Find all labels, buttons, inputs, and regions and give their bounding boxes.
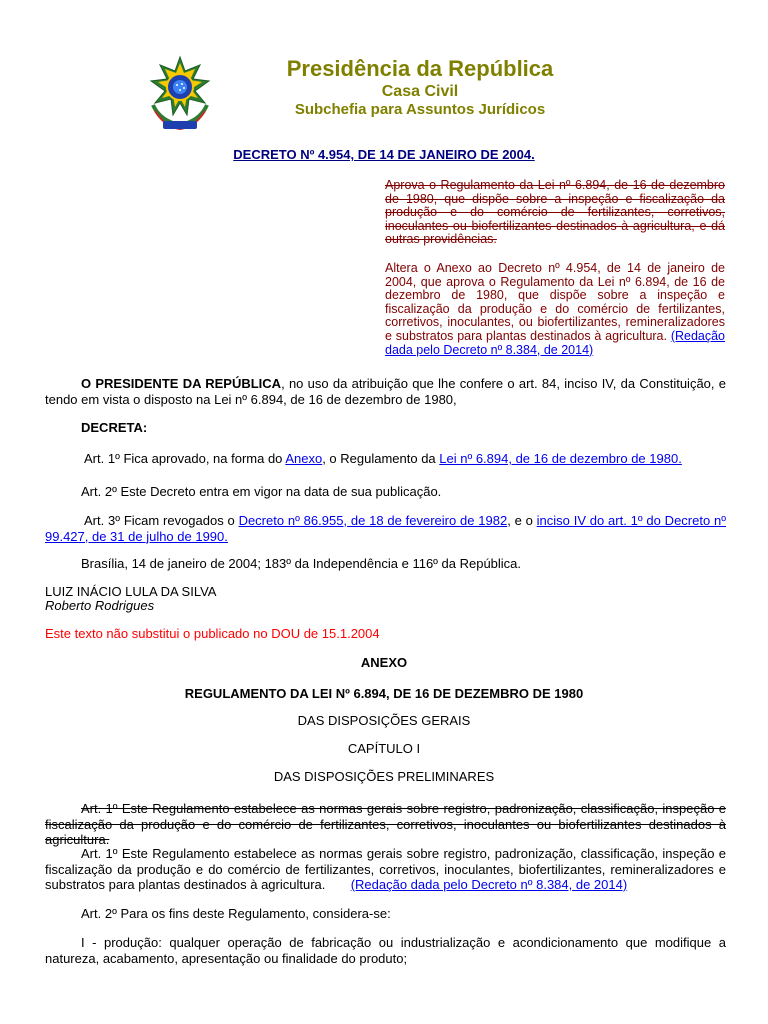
- disposicoes-preliminares-heading: DAS DISPOSIÇÕES PRELIMINARES: [273, 769, 495, 784]
- brazil-coat-of-arms-icon: [145, 55, 215, 133]
- art-2-label: Art. 2º: [81, 484, 117, 499]
- reg-art-2-text: Para os fins deste Regulamento, considera-se:: [116, 906, 391, 921]
- header-casa-civil: Casa Civil: [381, 83, 459, 100]
- art-2-text: Este Decreto entra em vigor na data de sua publicação.: [116, 484, 442, 499]
- art-1: [84, 451, 682, 466]
- dou-disclaimer: Este texto não substitui o publicado no DOU de 15.1.2004: [45, 626, 380, 641]
- reg-art-1-label: Art. 1º: [81, 846, 118, 861]
- decree-title[interactable]: DECRETO Nº 4.954, DE 14 DE JANEIRO DE 2004.: [233, 147, 535, 162]
- place-date: Brasília, 14 de janeiro de 2004; 183º da Independência e 116º da República.: [81, 556, 522, 571]
- decreto-86955-link[interactable]: Decreto nº 86.955, de 18 de fevereiro de 1982: [238, 513, 508, 528]
- header-presidencia: Presidência da República: [286, 56, 554, 81]
- regulamento-title: REGULAMENTO DA LEI Nº 6.894, DE 16 DE DEZEMBRO DE 1980: [184, 686, 584, 701]
- anexo-link[interactable]: Anexo: [285, 451, 323, 466]
- preamble-text: , no uso da atribuição que lhe confere o art. 84, inciso IV, da Constituição, e tendo em vista o disposto na Lei nº 6.894, de 16 de dezembro de 1980,: [45, 376, 726, 407]
- art-1-text-2: , o Regulamento da: [322, 451, 440, 466]
- disposicoes-gerais-heading: DAS DISPOSIÇÕES GERAIS: [297, 713, 471, 728]
- reg-art-2: [81, 906, 391, 921]
- signature-president: LUIZ INÁCIO LULA DA SILVA: [45, 584, 217, 599]
- reg-art-1-text: Este Regulamento estabelece as normas gerais sobre registro, padronização, classificação, inspeção e fiscalização da produção e do comércio de fertilizantes, corretivos, inoculantes, biofertilizantes, remineralizadores e substratos para plantas destinados à agricultura.: [45, 846, 726, 892]
- signature-minister: Roberto Rodrigues: [45, 598, 155, 613]
- art-2: [81, 484, 441, 499]
- reg-inciso-1: I - produção: qualquer operação de fabricação ou industrialização e acondicionamento que modifique a natureza, acabamento, apresentação ou finalidade do produto;: [45, 935, 726, 966]
- reg-art-1: [45, 846, 726, 893]
- ementa-current: [385, 262, 725, 357]
- anexo-heading: ANEXO: [360, 655, 408, 670]
- preamble-bold: O PRESIDENTE DA REPÚBLICA: [81, 376, 282, 391]
- art-3-text-2: , e o: [507, 513, 537, 528]
- reg-art-1-revoked: Art. 1º Este Regulamento estabelece as normas gerais sobre registro, padronização, classificação, inspeção e fiscalização da produção e do comércio de fertilizantes, corretivos, inoculantes ou biofertilizantes destinados à agricultura.: [45, 801, 726, 847]
- reg-art-1-redacao-link[interactable]: (Redação dada pelo Decreto nº 8.384, de 2014): [350, 877, 628, 892]
- capitulo-heading: CAPÍTULO I: [347, 741, 421, 756]
- header-subchefia: Subchefia para Assuntos Jurídicos: [294, 101, 546, 118]
- art-3: [45, 513, 726, 544]
- decreta-heading: DECRETA:: [81, 420, 148, 435]
- reg-art-2-label: Art. 2º: [81, 906, 117, 921]
- art-3-label: Art. 3º: [84, 513, 121, 528]
- art-3-text: Ficam revogados o: [120, 513, 239, 528]
- decreto-99427-link[interactable]: inciso IV do art. 1º do Decreto nº 99.427, de 31 de julho de 1990.: [45, 513, 726, 544]
- lei-6894-link[interactable]: Lei nº 6.894, de 16 de dezembro de 1980.: [439, 451, 682, 466]
- ementa-current-text: Altera o Anexo ao Decreto nº 4.954, de 14 de janeiro de 2004, que aprova o Regulamento da Lei nº 6.894, de 16 de dezembro de 1980, que dispõe sobre a inspeção e fiscalização da produção e do comércio de fertilizantes, corretivos, inoculantes, ou biofertilizantes, remineralizadores e substratos para plantas destinados à agricultura.: [385, 261, 725, 343]
- art-1-label: Art. 1º: [84, 451, 120, 466]
- art-1-text: Fica aprovado, na forma do: [119, 451, 286, 466]
- ementa-redacao-link[interactable]: (Redação dada pelo Decreto nº 8.384, de 2014): [385, 328, 726, 357]
- preamble: [45, 376, 726, 407]
- ementa-revoked: Aprova o Regulamento da Lei nº 6.894, de 16 de dezembro de 1980, que dispõe sobre a inspeção e fiscalização da produção e do comércio de fertilizantes, corretivos, inoculantes ou biofertilizantes destinados à agricultura, e dá outras providências.: [385, 178, 725, 247]
